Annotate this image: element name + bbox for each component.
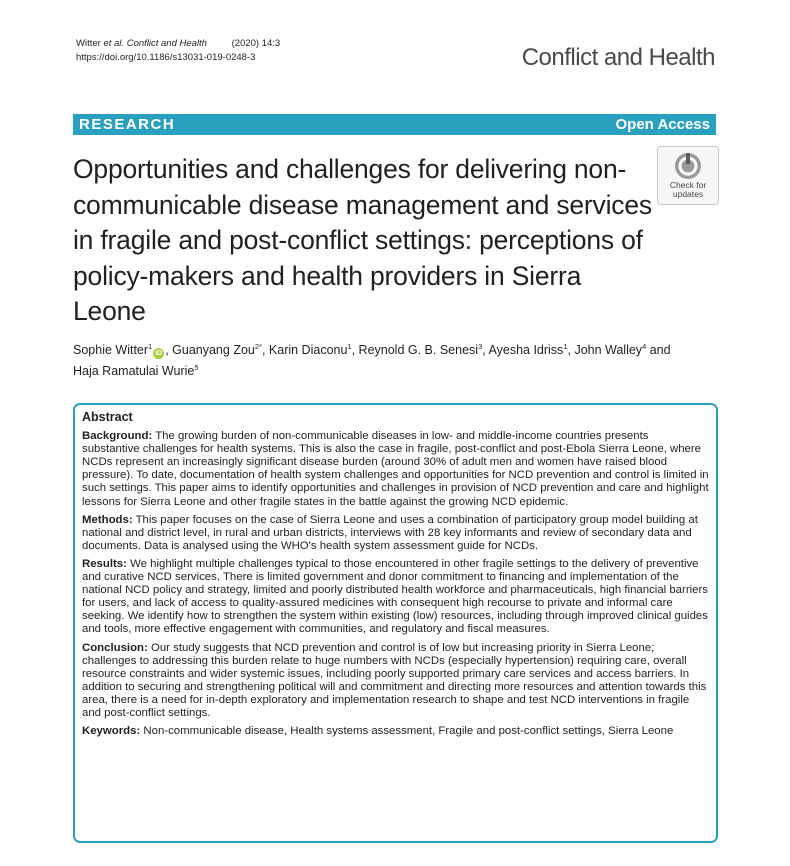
keywords-label: Keywords: [82,725,141,738]
conclusion-label: Conclusion: [82,641,148,654]
results-text: We highlight multiple challenges typical to those encountered in other fragile settings to the delivery of preventive and curative NCD services. There is limited government and donor commitment to financing and implementation of the national NCD policy and strategy, limited and poorly distributed health workforce and pharmaceuticals, high financial barriers for users, and lack of access to quality-assured medicines with consequent high recourse to private and informal care seeking. We identify how to strengthen the system within existing (low) resources, including through improved clinical guides and tools, more effective engagement with communities, and regulatory and fiscal measures. [82,557,708,636]
author-list: Sophie Witter$^1$iD , Guanyang Zou$^{2*}$, Karin Diaconu$^1$, Reynold G. B. Senesi$^3$, Ayesha Idriss$^1$, John Walley$^4$ and Haja Ramatulai Wurie$^5$ [73,342,671,379]
author-name: John Walley [574,343,643,358]
orcid-icon[interactable]: iD [155,350,163,358]
author-name: Haja Ramatulai Wurie [73,364,195,379]
methods-label: Methods: [82,513,133,526]
abstract-background [82,430,709,509]
abstract-conclusion [82,642,709,721]
author-affiliation: 1 [148,342,153,351]
abstract-keywords [82,725,709,738]
citation-volume: (2020) 14:3 [231,38,281,49]
check-updates-line1: Check for [669,180,707,190]
author-affiliation: 1 [347,342,352,351]
section-label: RESEARCH [79,116,176,133]
open-access-label: Open Access [615,116,710,133]
doi-link[interactable]: https://doi.org/10.1186/s13031-019-0248-3 [76,52,256,63]
author-name: Reynold G. B. Senesi [358,343,479,358]
abstract-results [82,558,709,637]
journal-name: Conflict and Health [521,44,715,71]
background-text: The growing burden of non-communicable diseases in low- and middle-income countries presents substantive challenges for health systems. This is also the case in fragile, post-conflict and post-Ebola Sierra Leone, where NCDs represent an increasingly significant disease burden (around 30% of adult men and women have raised blood pressure). To date, documentation of health system challenges and opportunities for NCD prevention and control is limited in such settings. This paper aims to identify opportunities and challenges in provision of NCD prevention and care and highlight lessons for Sierra Leone and other fragile states in the battle against the growing NCD epidemic. [82,430,709,508]
author-name: Ayesha Idriss [488,343,564,358]
author-affiliation: 4 [642,342,647,351]
methods-text: This paper focuses on the case of Sierra Leone and uses a combination of participatory group model building at national and district level, in rural and urban districts, interviews with 28 key informants and review of secondary data and documents. Data is analysed using the WHO's health system assessment guide for NCDs. [82,513,698,552]
keywords-text: Non-communicable disease, Health systems assessment, Fragile and post-conflict settings, Sierra Leone [143,725,674,738]
citation-authors: Witter [76,38,101,49]
check-for-updates-button[interactable] [657,146,719,205]
authors-conjunction: and [649,343,671,358]
citation-etal: et al. [103,38,125,49]
check-updates-line2: updates [672,189,704,199]
citation-journal: Conflict and Health [126,38,207,49]
author-affiliation: 5 [194,363,199,373]
abstract-box [73,403,718,843]
article-title: Opportunities and challenges for delivering non-communicable disease management and services in fragile and post-conflict settings: perceptions of policy-makers and health providers in Sierra Leone [73,154,652,326]
author-affiliation: 3 [478,342,483,351]
check-updates-icon [673,151,703,181]
citation-block [76,37,280,65]
citation-line [76,37,280,51]
section-banner [73,114,716,135]
author-name: Sophie Witter [73,343,149,358]
author-name: Karin Diaconu [268,343,348,358]
conclusion-text: Our study suggests that NCD prevention and control is of low but increasing priority in Sierra Leone; challenges to addressing this burden relate to huge numbers with NCDs (especially hypertension) requiring care, overall resource constraints and wider systemic issues, including poorly supported primary care services and access barriers. In addition to securing and strengthening political will and commitment and directing more resources and attention towards this area, there is a need for in-depth exploratory and implementation research to shape and test NCD interventions in fragile and post-conflict settings. [82,641,707,719]
results-label: Results: [82,557,127,570]
author-affiliation: 1 [563,342,568,351]
author-affiliation: 2* [254,342,262,351]
abstract-methods [82,514,709,553]
abstract-heading: Abstract [82,410,133,424]
background-label: Background: [82,430,153,443]
author-name: Guanyang Zou [172,343,255,358]
